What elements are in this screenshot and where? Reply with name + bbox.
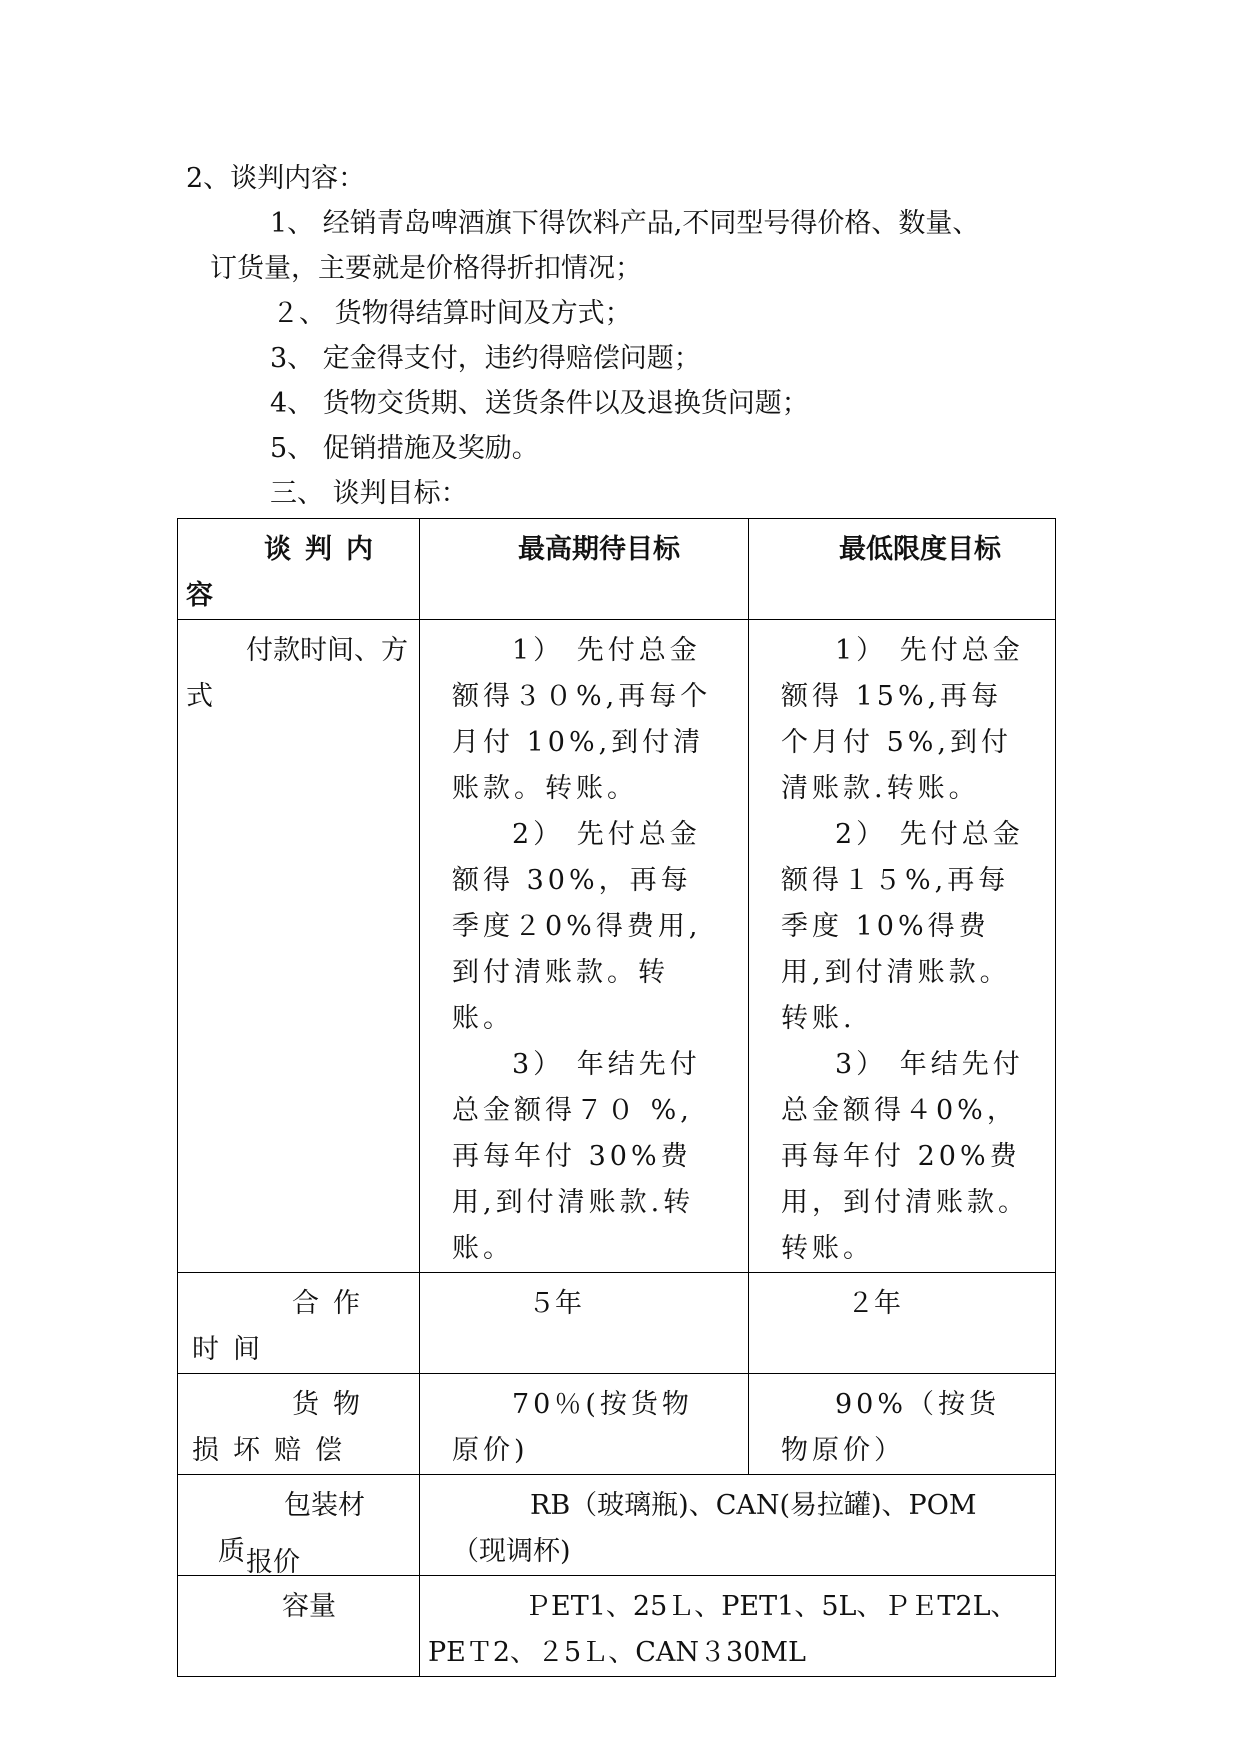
capacity-value: ＰET1、25Ｌ、PET1、5L、ＰＥT2L、PEＴ2、２5Ｌ、CAN３30ML bbox=[428, 1591, 1018, 1668]
table-row-payment bbox=[178, 620, 1056, 1273]
damage-high: 70％(按货物原价) bbox=[452, 1389, 693, 1466]
row-label-packaging: 包装材质 bbox=[218, 1490, 365, 1567]
row-label-cell bbox=[178, 1576, 420, 1677]
header-cell-low bbox=[749, 519, 1056, 620]
objectives-heading: 三、 谈判目标： bbox=[270, 478, 468, 509]
row-high-cell bbox=[420, 620, 749, 1273]
row-label-damage: 货物损坏赔偿 bbox=[192, 1389, 374, 1466]
list-item: 4、 货物交货期、送货条件以及退换货问题； bbox=[270, 388, 809, 419]
table-row-damage bbox=[178, 1374, 1056, 1475]
payment-high-option-1: 1） 先付总金额得３０%,再每个月付 10%,到付清账款。转账。 bbox=[452, 635, 712, 804]
row-low-cell bbox=[749, 1273, 1056, 1374]
payment-high-option-2: 2） 先付总金额得 30%，再每季度２0%得费用,到付清账款。转账。 bbox=[452, 819, 702, 1034]
row-label-payment: 付款时间、方式 bbox=[186, 635, 408, 712]
table-row-packaging bbox=[178, 1475, 1056, 1576]
header-negotiation-content: 谈判内容 bbox=[186, 534, 387, 611]
list-item: 3、 定金得支付，违约得赔偿问题； bbox=[270, 343, 701, 374]
row-high-cell bbox=[420, 1374, 749, 1475]
row-label-cell bbox=[178, 1273, 420, 1374]
header-highest-target: 最高期待目标 bbox=[518, 534, 680, 565]
packaging-value: RB（玻璃瓶)、CAN(易拉罐)、POM（现调杯) bbox=[452, 1490, 977, 1567]
quote-heading: 报价 bbox=[246, 1547, 300, 1578]
row-label-capacity: 容量 bbox=[282, 1591, 336, 1622]
section-title: 2、谈判内容： bbox=[186, 163, 366, 194]
header-cell-high bbox=[420, 519, 749, 620]
negotiation-objectives-table bbox=[177, 518, 1056, 1677]
payment-high-option-3: 3） 年结先付总金额得７０ %,再每年付 30%费用,到付清账款.转账。 bbox=[452, 1049, 701, 1264]
row-low-cell bbox=[749, 620, 1056, 1273]
row-label-cooperation: 合作时间 bbox=[192, 1288, 374, 1365]
row-label-cell bbox=[178, 1374, 420, 1475]
cooperation-low: ２年 bbox=[847, 1288, 901, 1319]
header-cell-content bbox=[178, 519, 420, 620]
damage-low: 90%（按货物原价） bbox=[781, 1389, 1001, 1466]
table-row-capacity bbox=[178, 1576, 1056, 1677]
row-low-cell bbox=[749, 1374, 1056, 1475]
payment-low-option-1: 1） 先付总金额得 15%,再每个月付 5%,到付清账款.转账。 bbox=[781, 635, 1024, 804]
row-merged-cell bbox=[420, 1576, 1056, 1677]
table-header-row bbox=[178, 519, 1056, 620]
payment-low-option-3: 3） 年结先付总金额得４0%，再每年付 20%费用，到付清账款。转账。 bbox=[781, 1049, 1029, 1264]
list-item-continuation: 订货量，主要就是价格得折扣情况； bbox=[210, 253, 642, 284]
list-item: ２、 货物得结算时间及方式； bbox=[272, 298, 632, 329]
cooperation-high: ５年 bbox=[528, 1288, 582, 1319]
list-item: 5、 促销措施及奖励。 bbox=[270, 433, 539, 464]
row-high-cell bbox=[420, 1273, 749, 1374]
list-item: 1、 经销青岛啤酒旗下得饮料产品,不同型号得价格、数量、 bbox=[270, 208, 980, 239]
header-lowest-target: 最低限度目标 bbox=[839, 534, 1001, 565]
row-merged-cell bbox=[420, 1475, 1056, 1576]
payment-low-option-2: 2） 先付总金额得１５%,再每季度 10%得费用,到付清账款。转账. bbox=[781, 819, 1024, 1034]
row-label-cell bbox=[178, 620, 420, 1273]
table-row-cooperation bbox=[178, 1273, 1056, 1374]
